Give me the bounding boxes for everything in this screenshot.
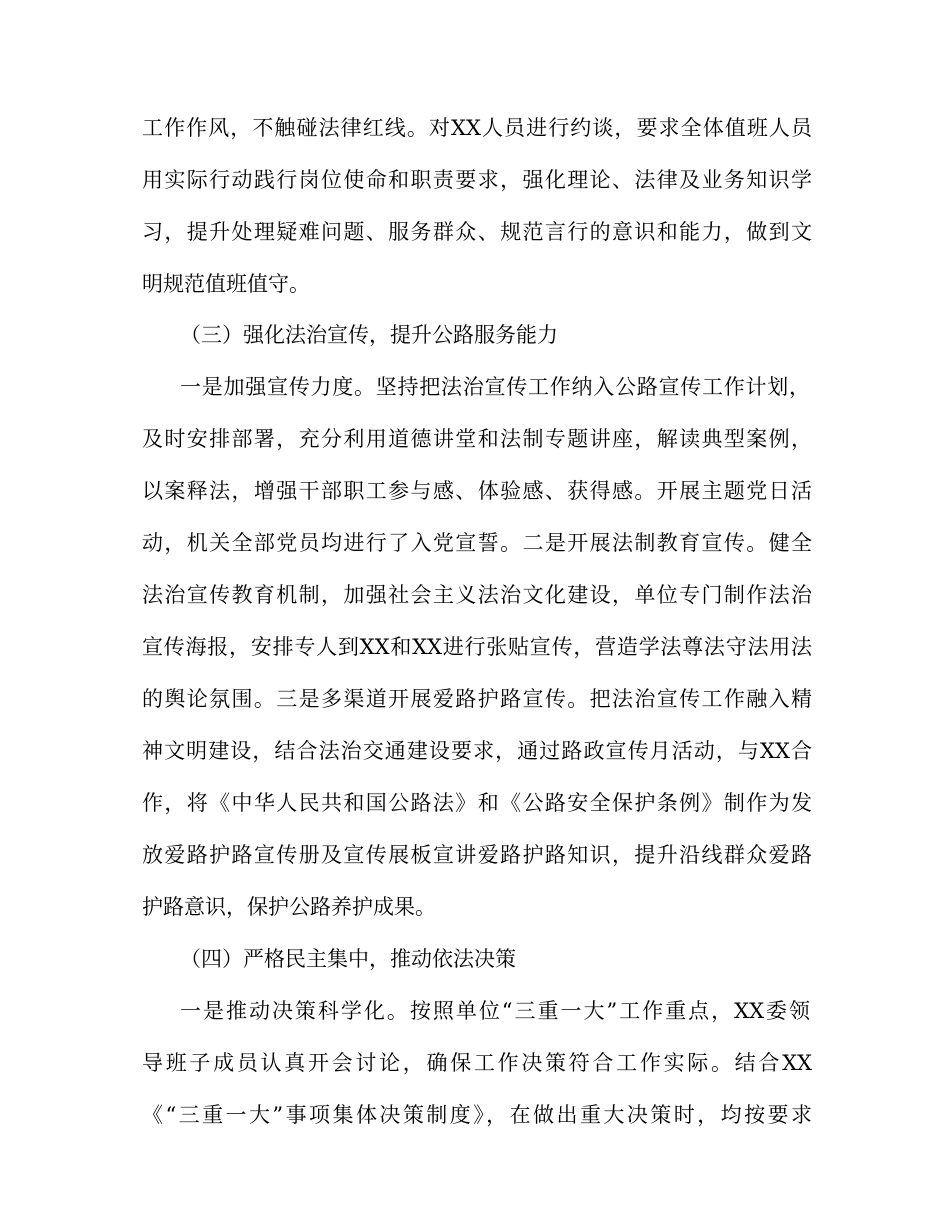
text-line: 动，机关全部党员均进行了入党宣誓。二是开展法制教育宣传。健全 [142, 531, 812, 555]
paragraph-start: 一是推动决策科学化。按照单位“三重一大”工作重点，XX委领 [180, 999, 810, 1023]
text-line: 护路意识，保护公路养护成果。 [142, 895, 436, 919]
text-line: 《“三重一大”事项集体决策制度》，在做出重大决策时，均按要求 [142, 1103, 812, 1127]
section-heading-3: （三）强化法治宣传，提升公路服务能力 [180, 323, 558, 347]
paragraph-start: 一是加强宣传力度。坚持把法治宣传工作纳入公路宣传工作计划， [180, 375, 810, 399]
text-line: 作，将《中华人民共和国公路法》和《公路安全保护条例》制作为发 [142, 791, 812, 815]
text-line: 的舆论氛围。三是多渠道开展爱路护路宣传。把法治宣传工作融入精 [142, 687, 812, 711]
text-line: 工作作风，不触碰法律红线。对XX人员进行约谈，要求全体值班人员 [142, 116, 812, 140]
text-line: 以案释法，增强干部职工参与感、体验感、获得感。开展主题党日活 [142, 479, 812, 503]
text-line: 及时安排部署，充分利用道德讲堂和法制专题讲座，解读典型案例， [142, 427, 812, 451]
text-line: 导班子成员认真开会讨论，确保工作决策符合工作实际。结合XX [142, 1051, 812, 1075]
text-line: 放爱路护路宣传册及宣传展板宣讲爱路护路知识，提升沿线群众爱路 [142, 843, 812, 867]
text-line: 用实际行动践行岗位使命和职责要求，强化理论、法律及业务知识学 [142, 168, 812, 192]
text-line: 习，提升处理疑难问题、服务群众、规范言行的意识和能力，做到文 [142, 220, 812, 244]
text-line: 宣传海报，安排专人到XX和XX进行张贴宣传，营造学法尊法守法用法 [142, 635, 812, 659]
text-line: 神文明建设，结合法治交通建设要求，通过路政宣传月活动，与XX合 [142, 739, 812, 763]
text-line: 法治宣传教育机制，加强社会主义法治文化建设，单位专门制作法治 [142, 583, 812, 607]
text-line: 明规范值班值守。 [142, 272, 310, 296]
section-heading-4: （四）严格民主集中，推动依法决策 [180, 947, 516, 971]
